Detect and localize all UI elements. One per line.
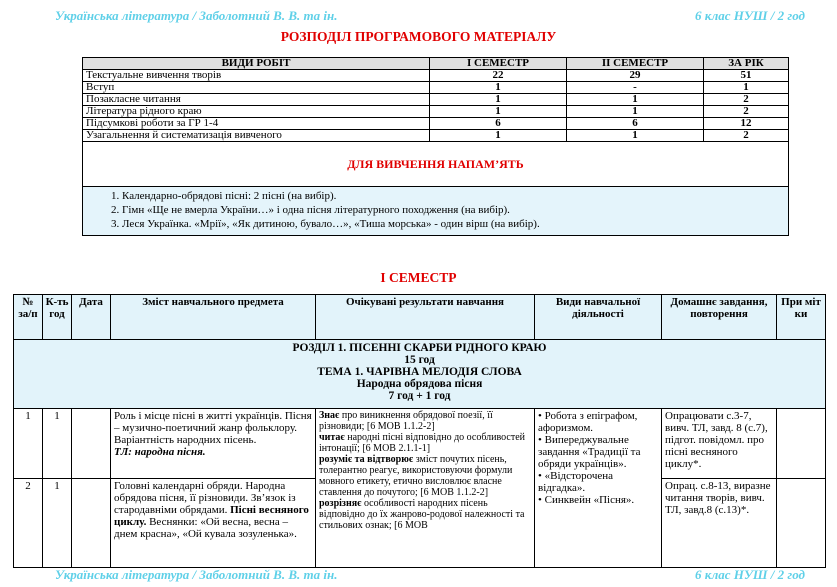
lesson-homework: Опрацювати с.3-7, вивч. ТЛ, завд. 8 (с.7), підгот. повідомл. про пісні весняного циклу*. [662, 409, 777, 479]
page-title: РОЗПОДІЛ ПРОГРАМОВОГО МАТЕРІАЛУ [280, 29, 557, 44]
cell: Позакласне читання [83, 94, 430, 106]
cell: 1 [430, 106, 567, 118]
lesson-content [111, 409, 316, 479]
memo-list-row [83, 187, 789, 236]
lesson-hours: 1 [43, 479, 72, 568]
lesson-results [316, 409, 535, 568]
content-text: Головні календарні обряди. Народна обрядова пісня, її різновиди. Зв’язок із стародавніми обрядами. [114, 480, 296, 516]
summary-table [82, 57, 789, 236]
result-text: зміст почутих пісень, толерантно реагує, використовуючи формули мовного етикету, етично висловлює власне ставлення до почутого; [6 МОВ 1.1.2-2] [319, 454, 513, 498]
summary-row [83, 94, 789, 106]
subtheme-title: Народна обрядова пісня [356, 378, 483, 390]
cell: 1 [430, 130, 567, 142]
lesson-number: 2 [14, 479, 43, 568]
lesson-date [72, 409, 111, 479]
plan-header-row [14, 295, 826, 340]
col-sem2: ІІ СЕМЕСТР [567, 58, 704, 70]
col-sem1: І СЕМЕСТР [430, 58, 567, 70]
col-activities: Види навчальної діяльності [535, 295, 662, 340]
lesson-notes [777, 409, 826, 479]
cell: 1 [704, 82, 789, 94]
cell: 2 [704, 106, 789, 118]
summary-row [83, 106, 789, 118]
lesson-number: 1 [14, 409, 43, 479]
subtheme-hours: 7 год + 1 год [388, 390, 451, 402]
footer-right: 6 клас НУШ / 2 год [694, 567, 805, 582]
result-verb: Знає [319, 410, 340, 421]
content-bold: Пісні весняного циклу. [114, 504, 309, 528]
section-row [14, 340, 826, 409]
page-footer [0, 567, 837, 587]
section-title: РОЗДІЛ 1. ПІСЕННІ СКАРБИ РІДНОГО КРАЮ [292, 342, 547, 354]
summary-row [83, 130, 789, 142]
summary-header-row [83, 58, 789, 70]
lesson-content [111, 479, 316, 568]
cell: 6 [430, 118, 567, 130]
cell: 6 [567, 118, 704, 130]
cell: Текстуальне вивчення творів [83, 70, 430, 82]
cell: 2 [704, 94, 789, 106]
cell: 1 [567, 130, 704, 142]
section-hours: 15 год [404, 354, 435, 366]
memo-title: ДЛЯ ВИВЧЕННЯ НАПАМ’ЯТЬ [83, 142, 789, 187]
result-verb: читає [319, 432, 345, 443]
result-verb: розуміє та відтворює [319, 454, 414, 465]
col-notes: При міт ки [777, 295, 826, 340]
memo-item: 2. Гімн «Ще не вмерла України…» і одна пісня літературного походження (на вибір). [122, 203, 785, 217]
col-hours: К-ть год [43, 295, 72, 340]
semester-title: І СЕМЕСТР [380, 270, 457, 285]
theme-title: ТЕМА 1. ЧАРІВНА МЕЛОДІЯ СЛОВА [317, 366, 522, 378]
cell: - [567, 82, 704, 94]
col-homework: Домашнє завдання, повторення [662, 295, 777, 340]
lesson-activities [535, 409, 662, 568]
memo-item: 1. Календарно-обрядові пісні: 2 пісні (на вибір). [122, 189, 785, 203]
cell: Вступ [83, 82, 430, 94]
content-term: ТЛ: народна пісня. [114, 446, 206, 458]
col-year: ЗА РІК [704, 58, 789, 70]
col-work-types: ВИДИ РОБІТ [83, 58, 430, 70]
cell: 12 [704, 118, 789, 130]
cell: 1 [567, 94, 704, 106]
lesson-row [14, 409, 826, 479]
result-text: про виникнення обрядової поезії, її різновиди; [6 МОВ 1.1.2-2] [319, 410, 493, 432]
activity-item: • «Відсторочена відгадка». [538, 470, 614, 494]
lesson-homework: Опрац. с.8-13, виразне читання творів, вивч. ТЛ, завд.8 (с.13)*. [662, 479, 777, 568]
memo-item: 3. Леся Українка. «Мрії», «Як дитиною, бувало…», «Тиша морська» - один вірш (на вибір). [122, 217, 785, 231]
cell: 1 [430, 94, 567, 106]
header-left: Українська література / Заболотний В. В. та ін. [55, 8, 338, 23]
header-right: 6 клас НУШ / 2 год [694, 8, 805, 23]
page-header [0, 8, 837, 28]
lesson-notes [777, 479, 826, 568]
cell: 1 [430, 82, 567, 94]
activity-item: • Випереджувальне завдання «Традиції та обряди українців». [538, 434, 641, 470]
result-text: народні пісні відповідно до особливостей інтонації; [6 МОВ 2.1.1-1] [319, 432, 526, 454]
col-results: Очікувані результати навчання [316, 295, 535, 340]
activity-item: • Робота з епіграфом, афоризмом. [538, 410, 638, 434]
cell: Підсумкові роботи за ГР 1-4 [83, 118, 430, 130]
cell: 51 [704, 70, 789, 82]
footer-left: Українська література / Заболотний В. В. та ін. [55, 567, 338, 582]
summary-row [83, 82, 789, 94]
content-text: Роль і місце пісні в житті українців. Пісня – музично-поетичний жанр фольклору. Варіантність народних пісень. [114, 410, 312, 446]
cell: 1 [567, 106, 704, 118]
cell: 22 [430, 70, 567, 82]
col-number: № за/п [14, 295, 43, 340]
cell: 2 [704, 130, 789, 142]
cell: Узагальнення й систематизація вивченого [83, 130, 430, 142]
lesson-hours: 1 [43, 409, 72, 479]
col-content: Зміст навчального предмета [111, 295, 316, 340]
lesson-date [72, 479, 111, 568]
content-tail: Веснянки: «Ой весна, весна – днем красна», «Ой кувала зозуленька». [114, 516, 297, 540]
summary-row [83, 118, 789, 130]
lesson-plan-table [13, 294, 826, 568]
cell: 29 [567, 70, 704, 82]
summary-row [83, 70, 789, 82]
activity-item: • Синквейн «Пісня». [538, 494, 635, 506]
memo-heading-row [83, 142, 789, 187]
col-date: Дата [72, 295, 111, 340]
section-heading [14, 340, 826, 409]
result-verb: розрізняє [319, 498, 362, 509]
result-text: особливості народних пісень відповідно до їх жанрово-родової належності та стильових ознак; [6 МОВ [319, 498, 525, 531]
cell: Література рідного краю [83, 106, 430, 118]
memo-list [83, 187, 789, 236]
